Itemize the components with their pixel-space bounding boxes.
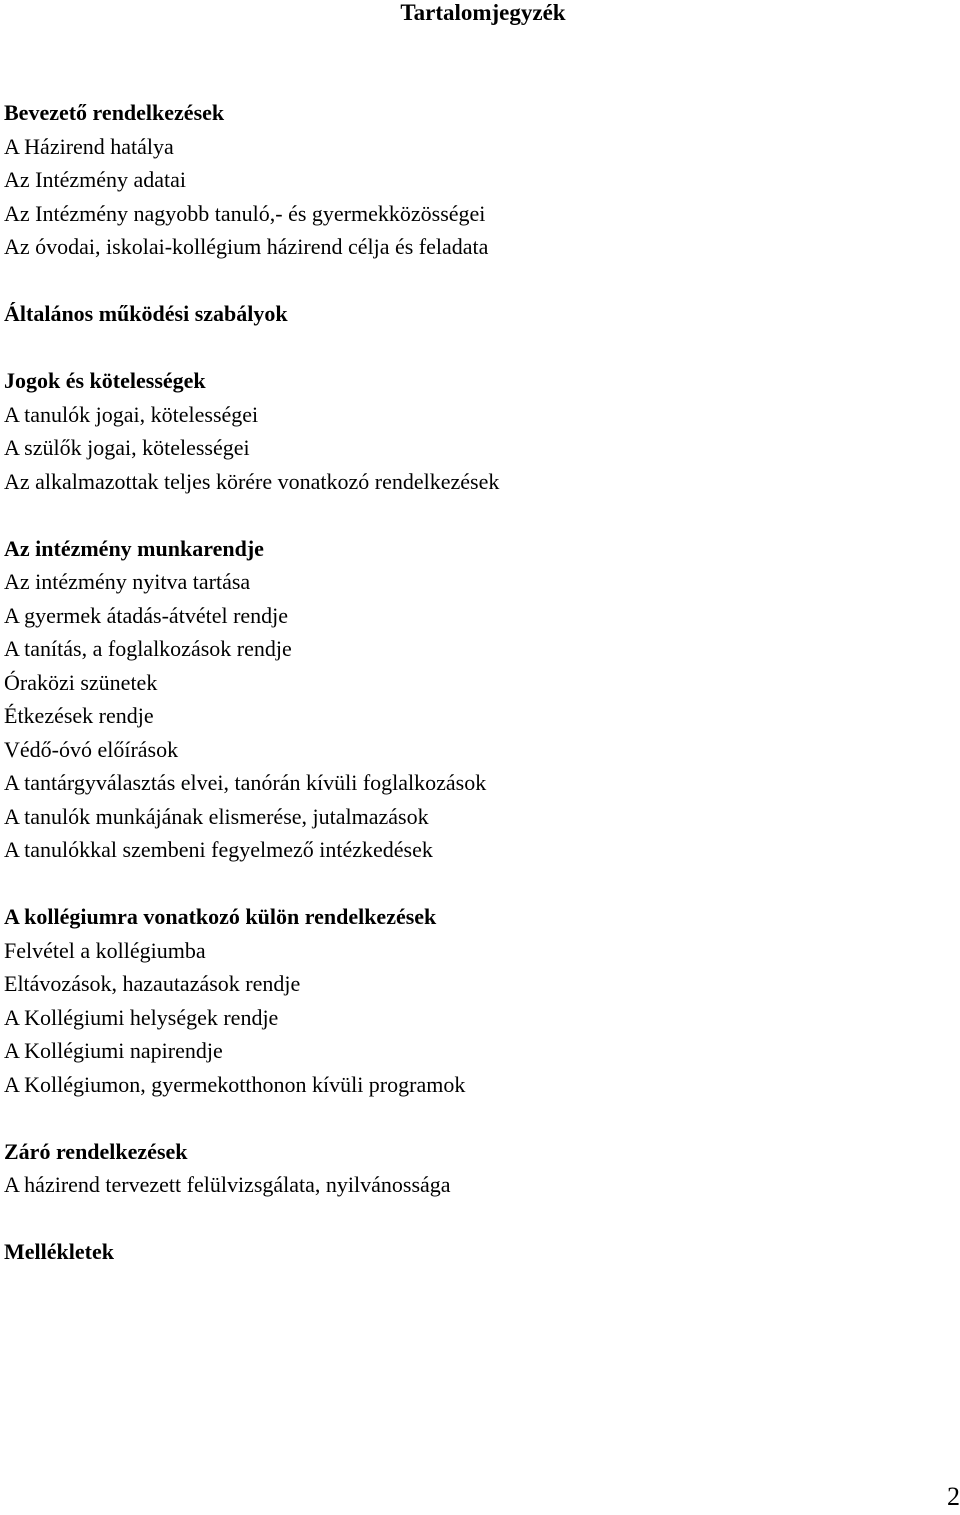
toc-item: A tanulókkal szembeni fegyelmező intézkedések: [4, 837, 433, 862]
toc-item: A tanulók munkájának elismerése, jutalmazások: [4, 803, 429, 829]
toc-item: Az alkalmazottak teljes körére vonatkozó rendelkezések: [4, 468, 500, 494]
toc-section: [4, 96, 944, 264]
toc-item: Az óvodai, iskolai-kollégium házirend célja és feladata: [4, 234, 489, 259]
toc-item: Az Intézmény nagyobb tanuló,- és gyermekközösségei: [4, 200, 486, 226]
toc-section-heading: A kollégiumra vonatkozó külön rendelkezések: [4, 904, 437, 929]
toc-section: [4, 900, 944, 1101]
toc-item: Az intézmény nyitva tartása: [4, 569, 251, 594]
toc-item: A Kollégiumon, gyermekotthonon kívüli programok: [4, 1071, 466, 1097]
toc-item: Az Intézmény adatai: [4, 167, 187, 192]
toc-section-heading: Az intézmény munkarendje: [4, 535, 264, 561]
toc-section: [4, 364, 944, 498]
toc-item: A szülők jogai, kötelességei: [4, 435, 250, 460]
toc-section-heading: Bevezető rendelkezések: [4, 100, 225, 125]
toc-item: A gyermek átadás-átvétel rendje: [4, 602, 289, 628]
toc-item: Felvétel a kollégiumba: [4, 937, 206, 963]
toc-item: A Kollégiumi napirendje: [4, 1038, 223, 1063]
toc-section-heading: Mellékletek: [4, 1239, 114, 1264]
toc-item: Étkezések rendje: [4, 703, 154, 728]
table-of-contents: [4, 96, 944, 1302]
toc-section: [4, 1235, 944, 1269]
page-number: 2: [947, 1482, 960, 1511]
toc-item: Védő-óvó előírások: [4, 736, 179, 762]
toc-section-heading: Jogok és kötelességek: [4, 368, 206, 393]
page-title: Tartalomjegyzék: [400, 0, 566, 25]
toc-item: A Kollégiumi helységek rendje: [4, 1004, 279, 1030]
toc-item: A tanítás, a foglalkozások rendje: [4, 636, 292, 661]
toc-item: Eltávozások, hazautazások rendje: [4, 971, 301, 996]
toc-section: [4, 297, 944, 331]
toc-section-heading: Általános működési szabályok: [4, 301, 288, 326]
toc-section: [4, 1135, 944, 1202]
toc-section: [4, 532, 944, 867]
toc-item: A házirend tervezett felülvizsgálata, nyilvánossága: [4, 1172, 451, 1197]
toc-item: A tantárgyválasztás elvei, tanórán kívüli foglalkozások: [4, 770, 487, 795]
toc-item: A Házirend hatálya: [4, 133, 174, 159]
toc-item: Óraközi szünetek: [4, 669, 158, 695]
toc-item: A tanulók jogai, kötelességei: [4, 401, 259, 427]
toc-section-heading: Záró rendelkezések: [4, 1138, 188, 1164]
